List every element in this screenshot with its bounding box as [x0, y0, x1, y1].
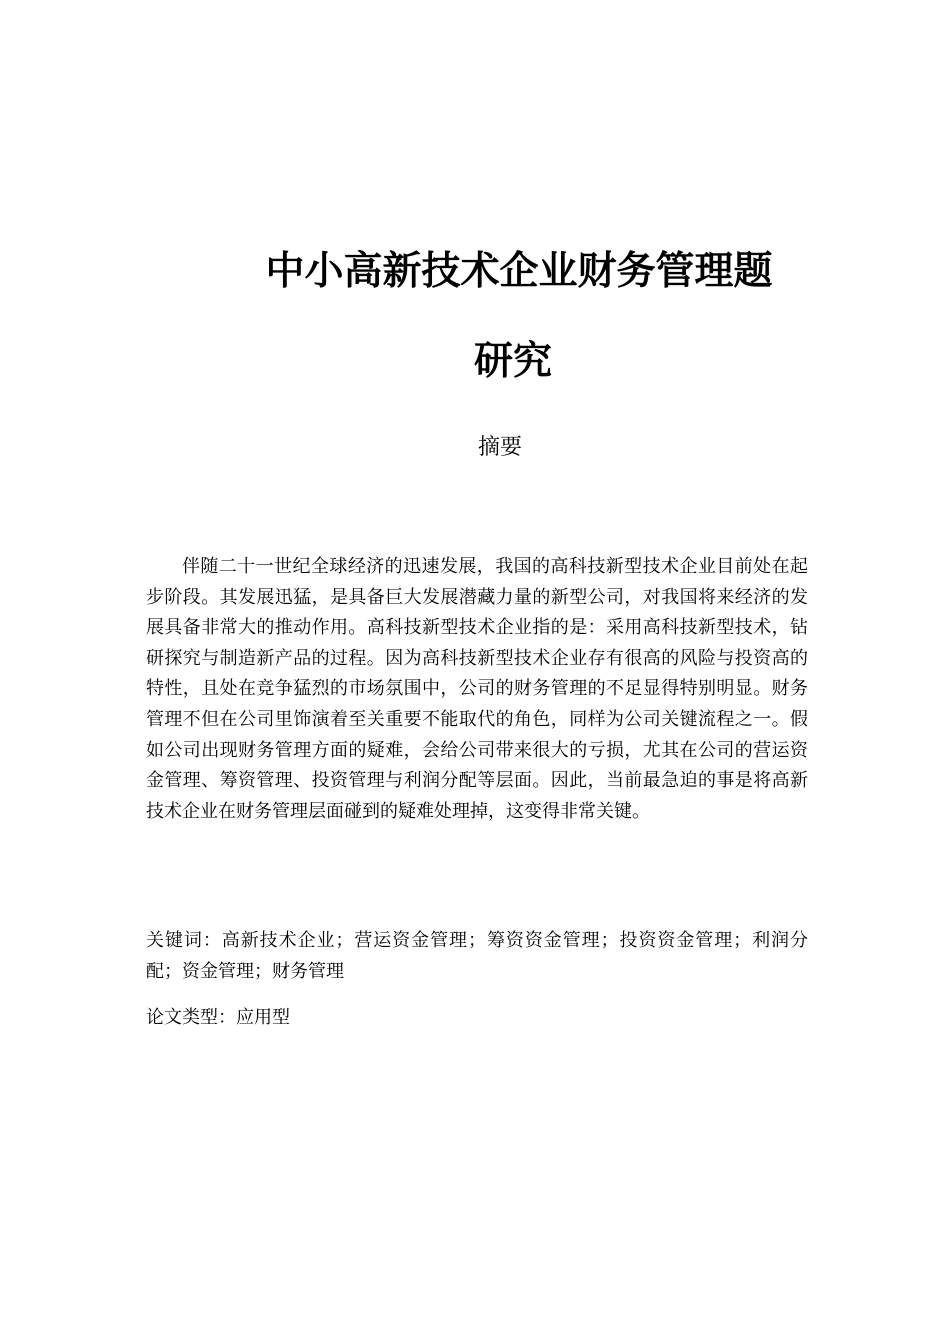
keywords-line: 关键词：高新技术企业；营运资金管理；筹资资金管理；投资资金管理；利润分配；资金管理；财务管理: [146, 930, 808, 982]
paper-title-line-1: 中小高新技术企业财务管理题: [265, 248, 773, 294]
abstract-paragraph: 伴随二十一世纪全球经济的迅速发展，我国的高科技新型技术企业目前处在起步阶段。其发展迅猛，是具备巨大发展潜藏力量的新型公司，对我国将来经济的发展具备非常大的推动作用。高科技新型技术企业指的是：采用高科技新型技术，钻研探究与制造新产品的过程。因为高科技新型技术企业存有很高的风险与投资高的特性，且处在竞争猛烈的市场氛围中，公司的财务管理的不足显得特别明显。财务管理不但在公司里饰演着至关重要不能取代的角色，同样为公司关键流程之一。假如公司出现财务管理方面的疑难，会给公司带来很大的亏损，尤其在公司的营运资金管理、筹资管理、投资管理与利润分配等层面。因此，当前最急迫的事是将高新技术企业在财务管理层面碰到的疑难处理掉，这变得非常关键。: [146, 556, 808, 822]
paper-title-line-2: 研究: [473, 338, 552, 384]
abstract-heading: 摘要: [477, 435, 522, 460]
paper-type-line: 论文类型：应用型: [146, 1007, 290, 1028]
